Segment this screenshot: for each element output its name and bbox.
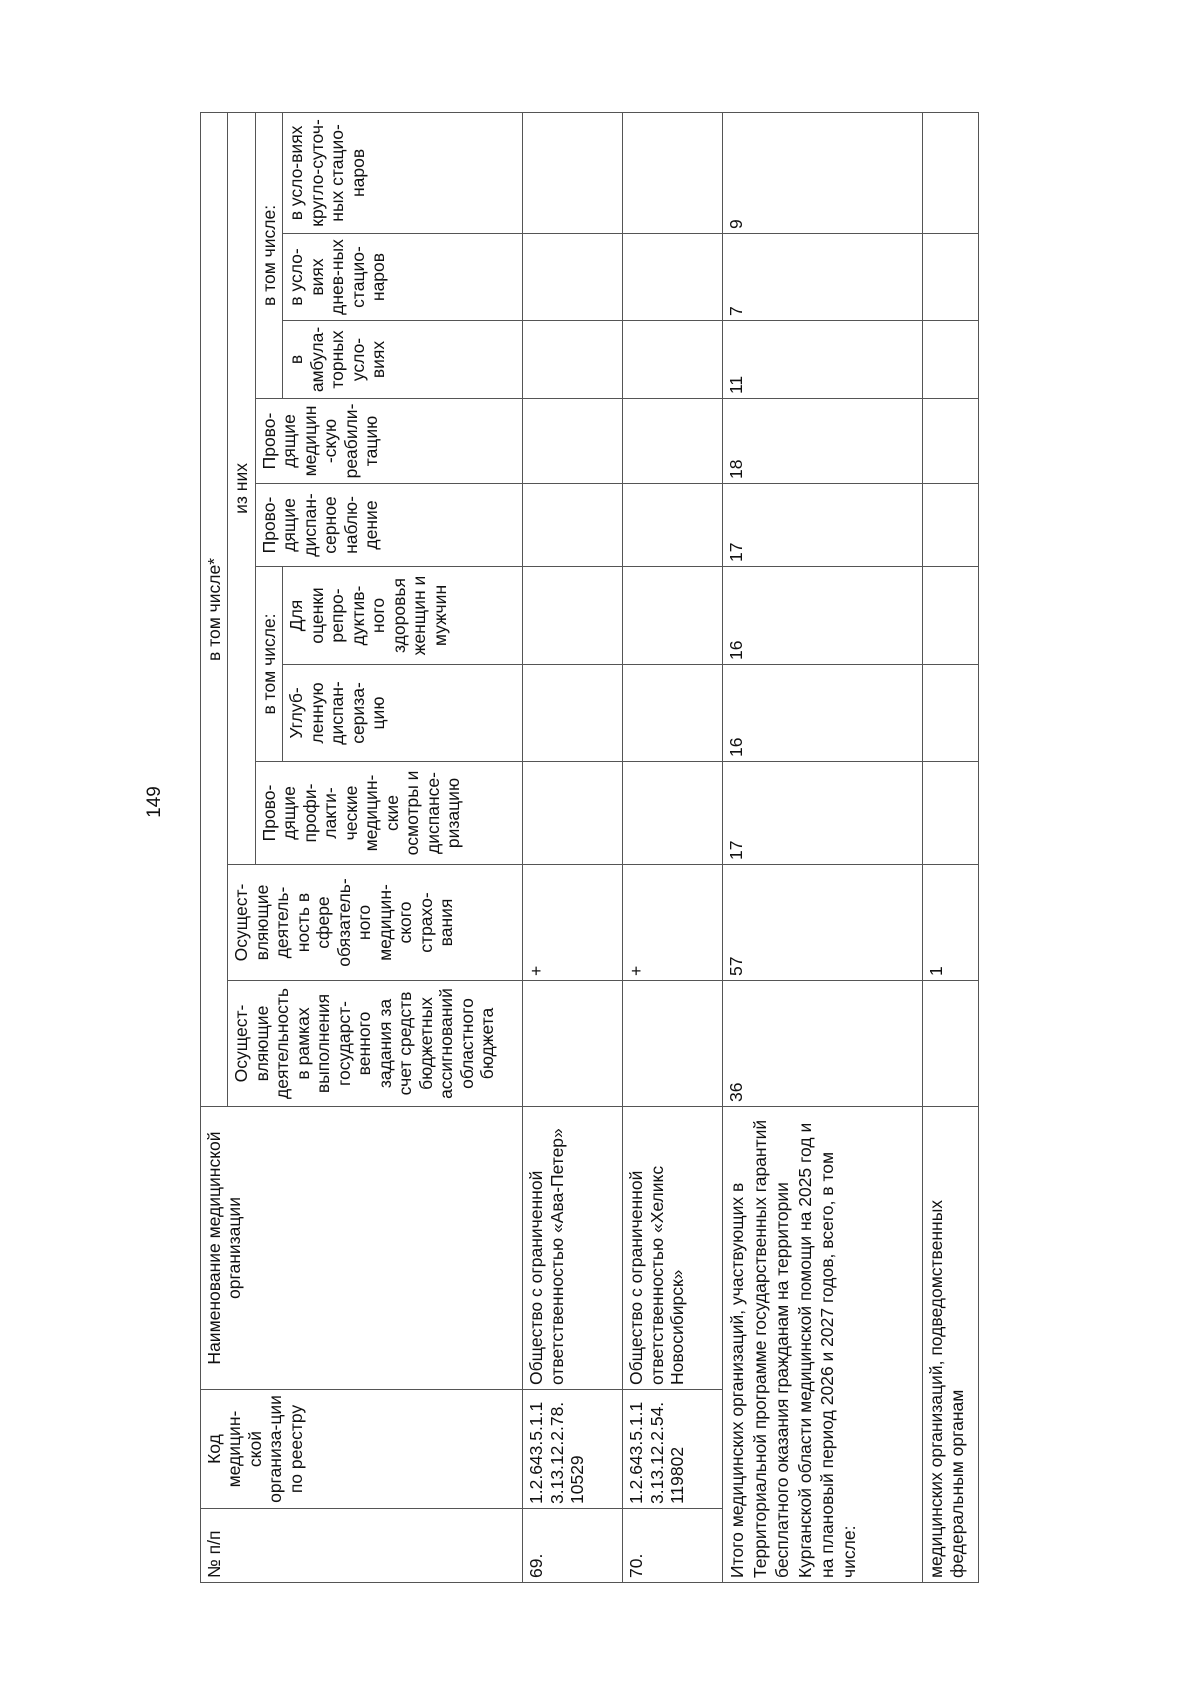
total-ambulatory: 11 — [723, 321, 923, 399]
total-day-hosp: 7 — [723, 234, 923, 321]
total-round-hosp: 9 — [723, 112, 923, 233]
header-rehab: Прово-дящие медицин-скую реабили-тацию — [255, 399, 522, 484]
header-incl-2: в том числе: — [255, 112, 282, 398]
header-in-depth: Углуб-ленную диспан-сериза-цию — [283, 665, 523, 762]
header-num: № п/п — [201, 1509, 523, 1583]
row-state-task — [523, 981, 623, 1107]
row-code: 1.2.643.5.1.13.13.12.2.78.10529 — [523, 1390, 623, 1509]
row-num: 69. — [523, 1509, 623, 1583]
header-in-total: в том числе* — [201, 112, 228, 1106]
header-dispensary: Прово-дящие диспан-серное наблю-дение — [255, 484, 522, 567]
total-preventive: 17 — [723, 762, 923, 865]
row-oms: + — [523, 865, 623, 981]
page-number: 149 — [144, 786, 165, 818]
row-name: Общество с ограниченной ответственностью «Ава-Петер» — [523, 1107, 623, 1390]
rotated-table-container — [200, 113, 1126, 1583]
row-num: 70. — [623, 1509, 723, 1583]
total-row — [723, 112, 923, 1582]
total-state-task: 36 — [723, 981, 923, 1107]
header-ambulatory: в амбула-торных усло-виях — [283, 321, 523, 399]
total-rehab: 18 — [723, 399, 923, 484]
federal-oms: 1 — [923, 865, 979, 981]
header-round-hosp: в усло-виях кругло-суточ-ных стацио-наров — [283, 112, 523, 233]
medical-organizations-table — [200, 112, 979, 1583]
row-oms: + — [623, 865, 723, 981]
header-oms: Осущест-вляющие деятель-ность в сфере обязатель-ного медицин-ского страхо-вания — [228, 865, 523, 981]
total-in-depth: 16 — [723, 665, 923, 762]
header-preventive: Прово-дящие профи-лакти-ческие медицин-ские осмотры и диспансе-ризацию — [255, 762, 522, 865]
header-code: Код медицин-ской организа-ции по реестру — [201, 1390, 523, 1509]
header-day-hosp: в усло-виях днев-ных стацио-наров — [283, 234, 523, 321]
row-name: Общество с ограниченной ответственностью «Хеликс Новосибирск» — [623, 1107, 723, 1390]
federal-label: медицинских организаций, подведомственных федеральным органам — [923, 1107, 979, 1583]
total-oms: 57 — [723, 865, 923, 981]
row-code: 1.2.643.5.1.13.13.12.2.54.119802 — [623, 1390, 723, 1509]
total-dispensary: 17 — [723, 484, 923, 567]
total-label: Итого медицинских организаций, участвующих в Территориальной программе государственных гарантий бесплатного оказания гражданам на территории Курганской области медицинской помощи на 2025 год и на плановый период 2026 и 2027 годов, всего, в том числе: — [723, 1107, 923, 1583]
table-row — [623, 112, 723, 1582]
row-state-task — [623, 981, 723, 1107]
federal-row — [923, 112, 979, 1582]
total-reproductive: 16 — [723, 567, 923, 665]
header-of-them: из них — [228, 112, 255, 864]
table-row — [523, 112, 623, 1582]
header-name: Наименование медицинской организации — [201, 1107, 523, 1390]
header-state-task: Осущест-вляющие деятельность в рамках выполнения государст-венного задания за счет средств бюджетных ассигнований областного бюджета — [228, 981, 523, 1107]
header-incl-1: в том числе: — [255, 567, 282, 762]
header-reproductive: Для оценки репро-дуктив-ного здоровья женщин и мужчин — [283, 567, 523, 665]
